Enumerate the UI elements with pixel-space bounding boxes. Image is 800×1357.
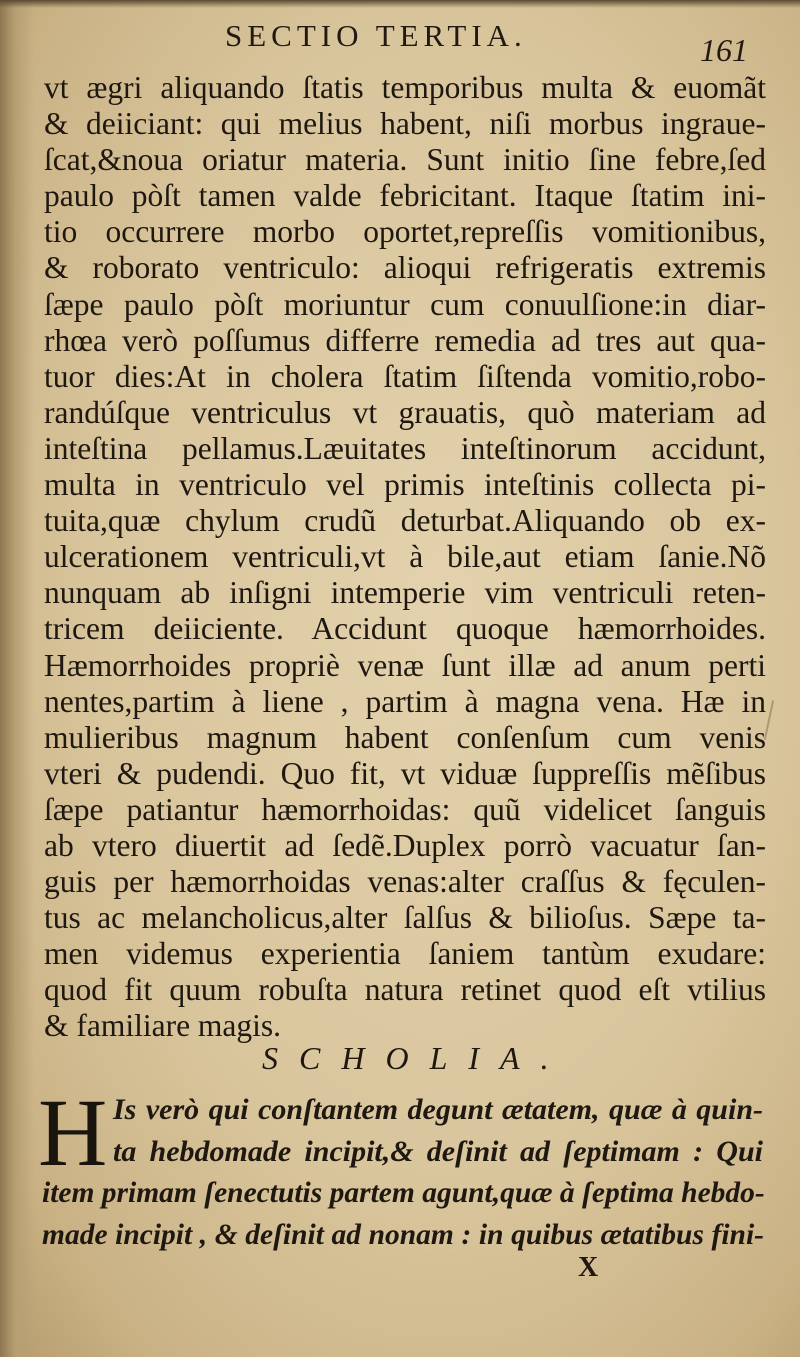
text-line: tuita,quæ chylum crudũ deturbat.Aliquando ob ex- xyxy=(44,503,766,539)
text-line: ab vtero diuertit ad ſedẽ.Duplex porrò vacuatur ſan- xyxy=(44,827,766,863)
text-line: nentes,partim à liene , partim à magna vena. Hæ in xyxy=(44,683,766,719)
text-line: Hæmorrhoides propriè venæ ſunt illæ ad anum perti xyxy=(44,647,766,683)
text-line: guis per hæmorrhoidas venas:alter craſſus & fęculen- xyxy=(44,864,766,900)
signature-mark: X xyxy=(578,1252,599,1283)
scholia-line: item primam ſenectutis partem agunt,quæ à ſeptima hebdo- xyxy=(42,1177,765,1209)
top-edge-shadow xyxy=(0,0,800,8)
page-number: 161 xyxy=(700,32,748,68)
text-line: quod fit quum robuſta natura retinet quod eſt vtilius xyxy=(44,972,766,1008)
text-line: ſæpe patiantur hæmorrhoidas: quũ videlicet ſanguis xyxy=(44,791,766,827)
drop-cap: H xyxy=(38,1079,108,1186)
scholia-line: made incipit , & deſinit ad nonam : in quibus ætatibus fini- xyxy=(42,1219,764,1251)
scholia-line: Is verò qui conſtantem degunt ætatem, quæ à quin- xyxy=(113,1093,763,1126)
text-line: & familiare magis. xyxy=(44,1008,282,1044)
running-head: SECTIO TERTIA. xyxy=(225,18,527,53)
text-line: vteri & pudendi. Quo fit, vt viduæ ſuppreſſis mẽſibus xyxy=(44,755,766,791)
text-line: ſæpe paulo pòſt moriuntur cum conuulſione:in diar- xyxy=(44,286,766,322)
text-line: & roborato ventriculo: alioqui refrigeratis extremis xyxy=(44,250,766,286)
text-line: ulcerationem ventriculi,vt à bile,aut etiam ſanie.Nõ xyxy=(44,539,766,575)
scholia-heading: SCHOLIA. xyxy=(262,1040,570,1076)
text-line: nunquam ab inſigni intemperie vim ventriculi reten- xyxy=(44,575,766,611)
text-line: tuor dies:At in cholera ſtatim ſiſtenda vomitio,robo- xyxy=(44,358,766,394)
text-line: tricem deiiciente. Accidunt quoque hæmorrhoides. xyxy=(44,611,766,647)
text-line: inteſtina pellamus.Læuitates inteſtinorum accidunt, xyxy=(44,430,766,466)
text-line: paulo pòſt tamen valde febricitant. Itaque ſtatim ini- xyxy=(44,178,766,214)
text-line: men videmus experientia ſaniem tantùm exudare: xyxy=(44,936,766,972)
main-text xyxy=(44,70,766,1045)
text-line: randúſque ventriculus vt grauatis, quò materiam ad xyxy=(44,394,766,430)
scholia-line: ta hebdomade incipit,& deſinit ad ſeptimam : Qui xyxy=(113,1135,763,1168)
text-line: mulieribus magnum habent conſenſum cum venis xyxy=(44,719,766,755)
gutter-shadow xyxy=(0,0,34,1357)
text-line: rhœa verò poſſumus differre remedia ad tres aut qua- xyxy=(44,322,766,358)
text-line: multa in ventriculo vel primis inteſtinis collecta pi- xyxy=(44,467,766,503)
text-line: vt ægri aliquando ſtatis temporibus multa & euomãt xyxy=(44,70,766,105)
text-line: tus ac melancholicus,alter ſalſus & bilioſus. Sæpe ta- xyxy=(44,900,766,936)
text-line: & deiiciant: qui melius habent, niſi morbus ingraue- xyxy=(44,106,766,142)
text-line: tio occurrere morbo oportet,repreſſis vomitionibus, xyxy=(44,214,766,250)
text-line: ſcat,&noua oriatur materia. Sunt initio ſine febre,ſed xyxy=(44,142,766,178)
